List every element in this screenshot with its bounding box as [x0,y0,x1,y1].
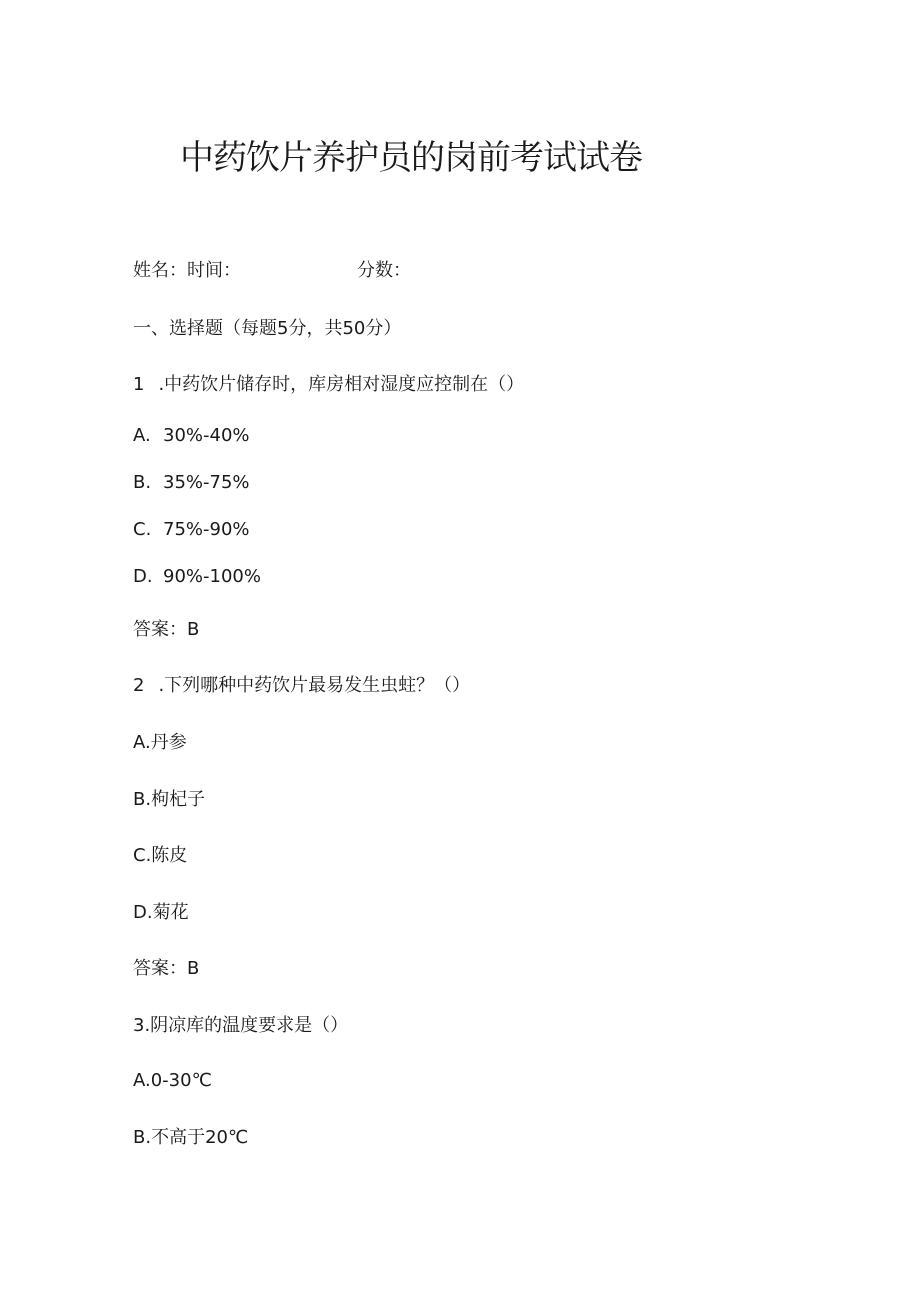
q3-option-b: B.不高于20℃ [133,1127,249,1148]
option-letter: C. [133,519,152,540]
option-letter: B. [133,472,152,493]
option-letter: D. [133,566,153,587]
option-text: 75%-90% [163,519,250,540]
question-number: 2 [133,675,145,696]
question-number: 1 [133,374,145,395]
q2-option-a: A.丹参 [133,732,187,753]
question-3: 3.阴凉库的温度要求是（） [133,1015,349,1036]
exam-meta-row [133,258,411,284]
score-label: 分数： [357,260,411,281]
q2-option-b: B.枸杞子 [133,789,206,810]
question-text: .中药饮片储存时，库房相对湿度应控制在（） [158,374,525,395]
question-text: .下列哪种中药饮片最易发生虫蛀？（） [158,675,471,696]
option-text: 30%-40% [163,425,250,446]
q2-option-d: D.菊花 [133,902,189,923]
option-text: 90%-100% [163,566,261,587]
q3-option-a: A.0-30℃ [133,1070,212,1091]
q2-answer: 答案：B [133,958,200,979]
option-letter: A. [133,425,151,446]
exam-title: 中药饮片养护员的岗前考试试卷 [180,138,642,178]
q1-option-a [133,423,250,449]
q1-answer: 答案：B [133,619,200,640]
question-2 [133,673,470,699]
section-heading: 一、选择题（每题5分，共50分） [133,318,402,339]
name-time-label: 姓名：时间： [133,260,241,281]
q2-option-c: C.陈皮 [133,845,188,866]
question-1 [133,372,524,398]
option-text: 35%-75% [163,472,250,493]
q1-option-b [133,470,250,496]
q1-option-d [133,564,261,590]
q1-option-c [133,517,250,543]
